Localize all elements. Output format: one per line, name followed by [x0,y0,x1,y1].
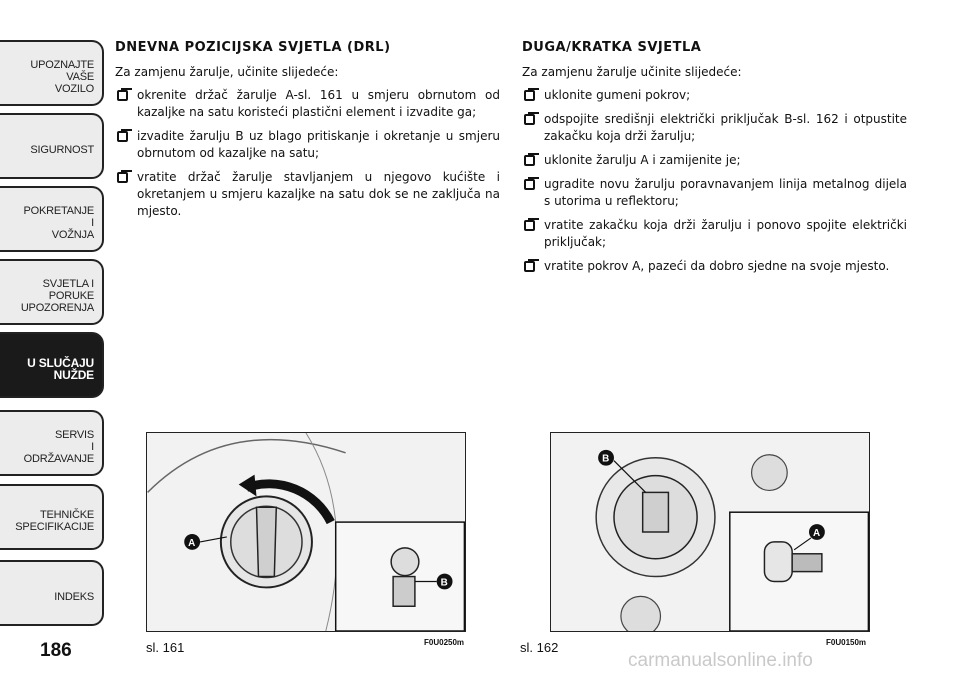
checkbox-bullet-icon [524,220,535,231]
checkbox-bullet-icon [524,114,535,125]
tab-label: SVJETLA I PORUKE UPOZORENJA [20,278,94,314]
tab-label: POKRETANJE I VOŽNJA [23,205,94,241]
checkbox-bullet-icon [524,90,535,101]
checkbox-bullet-icon [117,131,128,142]
figure-code: F0U0150m [826,638,867,647]
callout-b-label: B [602,453,610,465]
section-title: DUGA/KRATKA SVJETLA [522,40,702,55]
high-low-beam-section [522,40,907,282]
callout-a-label: A [812,527,821,539]
step-text: uklonite gumeni pokrov; [544,88,691,102]
checkbox-bullet-icon [524,155,535,166]
tab-indeks[interactable] [0,560,104,626]
section-title: DNEVNA POZICIJSKA SVJETLA (DRL) [115,40,391,55]
section-intro: Za zamjenu žarulje učinite slijedeće: [522,65,742,79]
figure-caption: sl. 161 [146,640,185,655]
list-item [522,111,907,145]
chapter-sidebar [0,0,106,677]
list-item [522,87,907,104]
list-item [522,217,907,251]
step-list [522,87,907,275]
list-item [115,87,500,121]
step-text: izvadite žarulju B uz blago pritiskanje i okretanje u smjeru obrnutom od kazaljke na satu; [137,129,500,160]
tab-svjetla[interactable] [0,259,104,325]
callout-b-label: B [440,577,448,589]
list-item [522,176,907,210]
step-text: vratite pokrov A, pazeći da dobro sjedne na svoje mjesto. [544,259,890,273]
figure-162 [550,432,870,632]
step-text: vratite držač žarulje stavljanjem u njegovo kućište i okretanjem u smjeru kazaljke na satu dok se ne zaključa na mjesto. [137,170,500,218]
tab-label: SERVIS I ODRŽAVANJE [23,429,94,465]
step-text: okrenite držač žarulje A-sl. 161 u smjeru obrnutom od kazaljke na satu koristeći plastični element i izvadite ga; [137,88,500,119]
figure-caption: sl. 162 [520,640,559,655]
drl-bulb-illustration [147,433,465,631]
tab-label: INDEKS [54,591,94,603]
checkbox-bullet-icon [117,90,128,101]
tab-label: U SLUČAJU NUŽDE [27,356,94,382]
list-item [115,169,500,220]
headlamp-bulb-illustration [551,433,869,631]
tab-label: SIGURNOST [30,144,94,156]
step-text: uklonite žarulju A i zamijenite je; [544,153,741,167]
tab-u-slucaju-nuzde[interactable] [0,332,104,398]
checkbox-bullet-icon [524,261,535,272]
checkbox-bullet-icon [524,179,535,190]
tab-label: UPOZNAJTE VAŠE VOZILO [30,59,94,95]
section-intro: Za zamjenu žarulje, učinite slijedeće: [115,65,339,79]
checkbox-bullet-icon [117,172,128,183]
tab-sigurnost[interactable] [0,113,104,179]
step-list [115,87,500,220]
figure-161 [146,432,466,632]
drl-section [115,40,500,227]
list-item [522,258,907,275]
tab-servis[interactable] [0,410,104,476]
callout-a-label: A [188,537,196,549]
step-text: odspojite središnji električki priključak B-sl. 162 i otpustite zakačku koja drži žarulju; [544,112,907,143]
step-text: ugradite novu žarulju poravnavanjem linija metalnog dijela s utorima u reflektoru; [544,177,907,208]
tab-upoznajte[interactable] [0,40,104,106]
list-item [522,152,907,169]
tab-label: TEHNIČKE SPECIFIKACIJE [15,509,94,533]
tab-tehnicke[interactable] [0,484,104,550]
step-text: vratite zakačku koja drži žarulju i ponovo spojite električki priključak; [544,218,907,249]
tab-pokretanje[interactable] [0,186,104,252]
watermark: carmanualsonline.info [628,650,813,671]
list-item [115,128,500,162]
page-number: 186 [40,640,72,661]
figure-code: F0U0250m [424,638,465,647]
